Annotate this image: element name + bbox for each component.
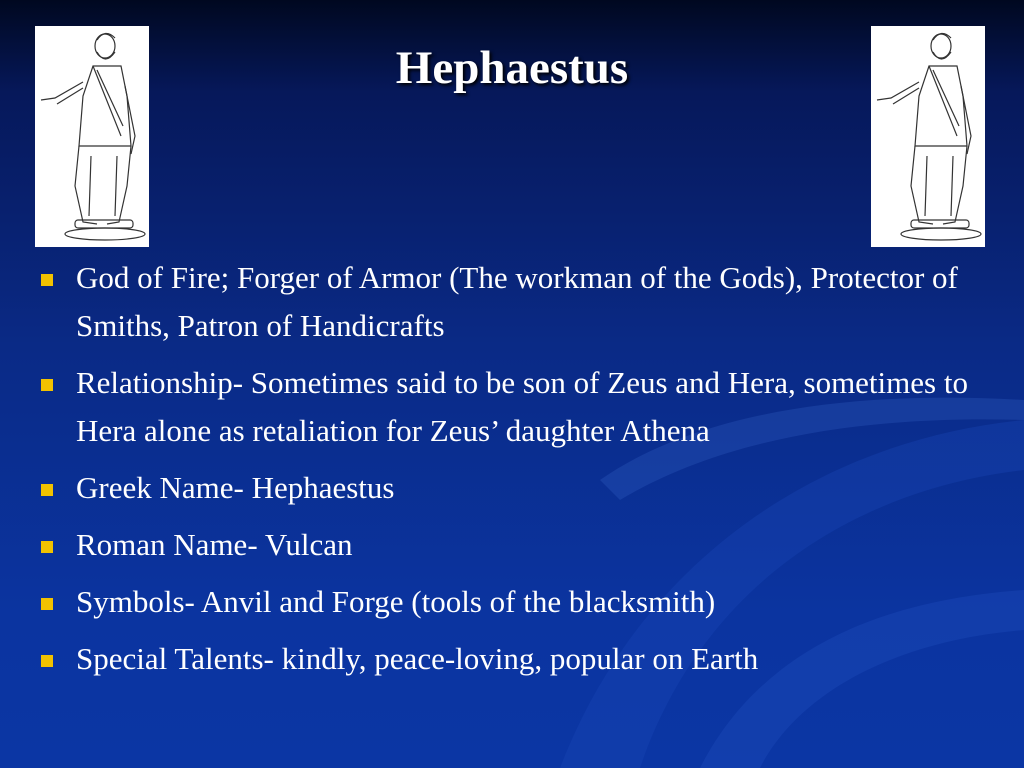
bullet-item [36,521,996,569]
bullet-item [36,254,996,350]
bullet-text: Greek Name- Hephaestus [76,470,395,505]
square-bullet-icon [41,598,53,610]
bullet-text: God of Fire; Forger of Armor (The workman of the Gods), Protector of Smiths, Patron of Handicrafts [76,260,958,343]
slide-title: Hephaestus [395,42,629,94]
hephaestus-statue-image-left [35,26,149,247]
statue-drawing-icon [871,26,985,247]
hephaestus-statue-image-right [871,26,985,247]
square-bullet-icon [41,274,53,286]
square-bullet-icon [41,541,53,553]
square-bullet-icon [41,655,53,667]
bullet-list [36,254,996,692]
square-bullet-icon [41,484,53,496]
bullet-text: Roman Name- Vulcan [76,527,353,562]
statue-drawing-icon [35,26,149,247]
bullet-item [36,359,996,455]
bullet-text: Special Talents- kindly, peace-loving, popular on Earth [76,641,759,676]
bullet-text: Relationship- Sometimes said to be son of Zeus and Hera, sometimes to Hera alone as retaliation for Zeus’ daughter Athena [76,365,968,448]
square-bullet-icon [41,379,53,391]
bullet-text: Symbols- Anvil and Forge (tools of the blacksmith) [76,584,716,619]
bullet-item [36,635,996,683]
bullet-item [36,464,996,512]
bullet-item [36,578,996,626]
